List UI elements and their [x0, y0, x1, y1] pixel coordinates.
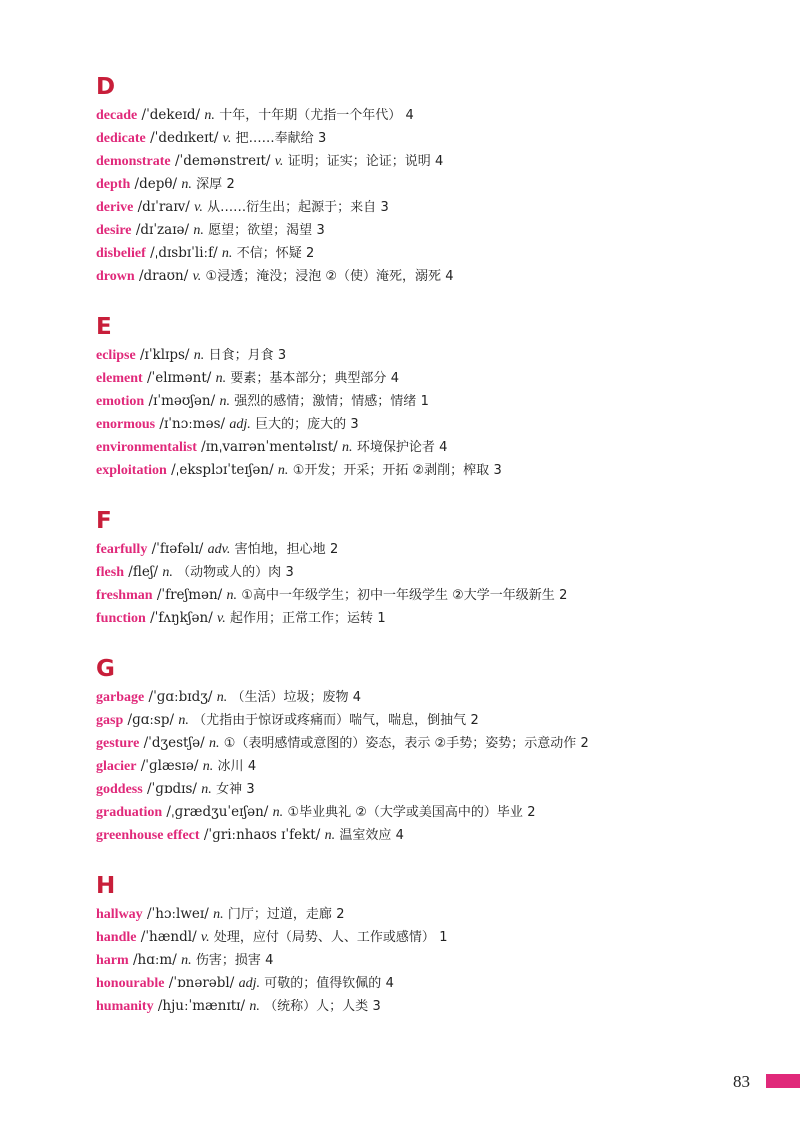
glossary-entry — [96, 127, 776, 150]
headword: garbage — [96, 690, 145, 705]
part-of-speech: n. — [216, 690, 228, 705]
glossary-entry — [96, 413, 776, 436]
definition: 害怕地，担心地 — [234, 542, 326, 557]
definition: 十年，十年期（尤指一个年代） — [219, 108, 402, 123]
glossary-entry — [96, 150, 776, 173]
phonetic: /ˈɒnərəbl/ — [168, 975, 235, 991]
definition: 从……衍生出；起源于；来自 — [207, 200, 377, 215]
definition: ①浸透；淹没；浸泡 ②（使）淹死，溺死 — [205, 269, 441, 284]
glossary-entry — [96, 801, 776, 824]
unit-number: 4 — [247, 759, 257, 774]
unit-number: 2 — [470, 713, 479, 728]
headword: environmentalist — [96, 440, 197, 455]
part-of-speech: n. — [162, 565, 173, 580]
part-of-speech: n. — [213, 907, 224, 922]
part-of-speech: n. — [201, 782, 212, 797]
definition: 证明；证实；论证；说明 — [287, 154, 431, 169]
unit-number: 3 — [350, 417, 359, 432]
part-of-speech: v. — [200, 930, 210, 945]
definition: （尤指由于惊讶或疼痛而）喘气，喘息，倒抽气 — [193, 713, 467, 728]
unit-number: 4 — [435, 154, 444, 169]
headword: depth — [96, 177, 131, 192]
phonetic: /ˈɡɒdɪs/ — [146, 781, 197, 797]
definition: 起作用；正常工作；运转 — [230, 611, 374, 626]
definition: 冰川 — [217, 759, 244, 774]
part-of-speech: n. — [193, 348, 205, 363]
headword: freshman — [96, 588, 153, 603]
phonetic: /dɪˈraɪv/ — [137, 199, 190, 215]
headword: drown — [96, 269, 135, 284]
glossary-entry — [96, 778, 776, 801]
part-of-speech: n. — [208, 736, 220, 751]
unit-number: 3 — [380, 200, 389, 215]
phonetic: /ɪˈnɔːməs/ — [159, 416, 226, 432]
glossary-entry — [96, 732, 776, 755]
phonetic: /ˈdekeɪd/ — [141, 107, 201, 123]
definition: 温室效应 — [339, 828, 392, 843]
glossary-entry — [96, 173, 776, 196]
glossary-entry — [96, 584, 776, 607]
section-h — [96, 873, 776, 1018]
phonetic: /ˈhɔːlweɪ/ — [146, 906, 209, 922]
glossary-entry — [96, 219, 776, 242]
glossary-entry — [96, 436, 776, 459]
section-letter: D — [96, 74, 116, 100]
definition: 环境保护论者 — [356, 440, 435, 455]
glossary-entry — [96, 686, 776, 709]
page-edge-tab — [766, 1074, 800, 1088]
definition: （生活）垃圾；废物 — [231, 690, 349, 705]
headword: emotion — [96, 394, 145, 409]
headword: eclipse — [96, 348, 136, 363]
headword: glacier — [96, 759, 137, 774]
glossary-entry — [96, 607, 776, 630]
unit-number: 4 — [265, 953, 274, 968]
headword: gasp — [96, 713, 124, 728]
part-of-speech: n. — [193, 223, 204, 238]
glossary-entry — [96, 390, 776, 413]
headword: disbelief — [96, 246, 146, 261]
page-number: 83 — [733, 1072, 750, 1091]
headword: humanity — [96, 999, 154, 1014]
phonetic: /ˌeksplɔɪˈteɪʃən/ — [171, 462, 274, 478]
phonetic: /ˌdɪsbɪˈliːf/ — [150, 245, 218, 261]
definition: ①高中一年级学生；初中一年级学生 ②大学一年级新生 — [241, 588, 555, 603]
section-d — [96, 74, 776, 288]
phonetic: /ˌɡrædʒuˈeɪʃən/ — [166, 804, 269, 820]
glossary-entry — [96, 196, 776, 219]
unit-number: 1 — [420, 394, 429, 409]
part-of-speech: n. — [181, 177, 192, 192]
headword: decade — [96, 108, 138, 123]
part-of-speech: n. — [202, 759, 214, 774]
headword: honourable — [96, 976, 165, 991]
definition: 日食；月食 — [208, 348, 274, 363]
part-of-speech: adv. — [207, 542, 231, 557]
glossary-entry — [96, 824, 776, 847]
headword: function — [96, 611, 146, 626]
unit-number: 3 — [372, 999, 381, 1014]
headword: gesture — [96, 736, 140, 751]
part-of-speech: v. — [222, 131, 232, 146]
part-of-speech: n. — [178, 713, 189, 728]
part-of-speech: n. — [272, 805, 284, 820]
unit-number: 4 — [405, 108, 414, 123]
phonetic: /depθ/ — [134, 176, 178, 192]
phonetic: /ˈɡɑːbɪdʒ/ — [148, 689, 213, 705]
glossary-entry — [96, 709, 776, 732]
definition: 伤害；损害 — [195, 953, 261, 968]
headword: flesh — [96, 565, 124, 580]
unit-number: 2 — [306, 246, 315, 261]
glossary-entry — [96, 344, 776, 367]
definition: 巨大的；庞大的 — [255, 417, 347, 432]
definition: ①毕业典礼 ②（大学或美国高中的）毕业 — [287, 805, 523, 820]
phonetic: /ˈelɪmənt/ — [146, 370, 212, 386]
headword: dedicate — [96, 131, 146, 146]
unit-number: 4 — [352, 690, 362, 705]
glossary-entry — [96, 972, 776, 995]
phonetic: /dɪˈzaɪə/ — [135, 222, 190, 238]
section-letter: F — [96, 508, 112, 534]
glossary-entry — [96, 995, 776, 1018]
section-letter: G — [96, 656, 115, 682]
definition: 女神 — [216, 782, 243, 797]
part-of-speech: v. — [217, 611, 226, 626]
unit-number: 1 — [439, 930, 448, 945]
unit-number: 3 — [285, 565, 294, 580]
glossary-page — [96, 74, 776, 1044]
unit-number: 3 — [317, 131, 327, 146]
glossary-entry — [96, 949, 776, 972]
part-of-speech: n. — [219, 394, 230, 409]
part-of-speech: n. — [277, 463, 289, 478]
phonetic: /ˈfɪəfəlɪ/ — [151, 541, 204, 557]
part-of-speech: adj. — [238, 976, 260, 991]
definition: ①开发；开采；开拓 ②剥削；榨取 — [292, 463, 490, 478]
section-letter: E — [96, 314, 112, 340]
definition: （动物或人的）肉 — [177, 565, 282, 580]
part-of-speech: adj. — [229, 417, 251, 432]
definition: 可敬的；值得钦佩的 — [264, 976, 382, 991]
definition: 要素；基本部分；典型部分 — [230, 371, 387, 386]
glossary-entry — [96, 561, 776, 584]
glossary-entry — [96, 104, 776, 127]
section-e — [96, 314, 776, 482]
headword: demonstrate — [96, 154, 171, 169]
unit-number: 4 — [385, 976, 394, 991]
part-of-speech: n. — [249, 999, 260, 1014]
unit-number: 4 — [390, 371, 399, 386]
glossary-entry — [96, 926, 776, 949]
phonetic: /ˈdemənstreɪt/ — [174, 153, 271, 169]
headword: fearfully — [96, 542, 148, 557]
part-of-speech: n. — [204, 108, 215, 123]
unit-number: 4 — [395, 828, 404, 843]
unit-number: 3 — [493, 463, 502, 478]
phonetic: /ˈdedɪkeɪt/ — [150, 130, 219, 146]
headword: hallway — [96, 907, 143, 922]
headword: goddess — [96, 782, 143, 797]
definition: 门厅；过道，走廊 — [227, 907, 332, 922]
definition: 处理，应付（局势、人、工作或感情） — [213, 930, 435, 945]
part-of-speech: n. — [342, 440, 353, 455]
unit-number: 4 — [445, 269, 454, 284]
part-of-speech: n. — [221, 246, 233, 261]
definition: ①（表明感情或意图的）姿态，表示 ②手势；姿势；示意动作 — [223, 736, 577, 751]
definition: 深厚 — [196, 177, 223, 192]
unit-number: 3 — [246, 782, 255, 797]
part-of-speech: v. — [192, 269, 202, 284]
headword: derive — [96, 200, 134, 215]
unit-number: 2 — [226, 177, 235, 192]
headword: desire — [96, 223, 132, 238]
phonetic: /ɪˈklɪps/ — [139, 347, 190, 363]
glossary-entry — [96, 755, 776, 778]
phonetic: /ˈdʒestʃə/ — [143, 735, 205, 751]
phonetic: /ˈfreʃmən/ — [156, 587, 223, 603]
part-of-speech: n. — [181, 953, 192, 968]
definition: 强烈的感情；激情；情感；情绪 — [234, 394, 417, 409]
definition: 不信；怀疑 — [236, 246, 302, 261]
phonetic: /ɡɑːsp/ — [127, 712, 175, 728]
glossary-entry — [96, 367, 776, 390]
unit-number: 1 — [377, 611, 386, 626]
unit-number: 4 — [439, 440, 448, 455]
headword: graduation — [96, 805, 163, 820]
section-g — [96, 656, 776, 847]
unit-number: 3 — [316, 223, 325, 238]
part-of-speech: n. — [324, 828, 336, 843]
definition: （统称）人；人类 — [264, 999, 369, 1014]
headword: handle — [96, 930, 137, 945]
section-letter: H — [96, 873, 116, 899]
unit-number: 2 — [527, 805, 536, 820]
phonetic: /ɪˈməʊʃən/ — [148, 393, 216, 409]
unit-number: 2 — [559, 588, 568, 603]
glossary-entry — [96, 265, 776, 288]
glossary-entry — [96, 538, 776, 561]
definition: 愿望；欲望；渴望 — [208, 223, 313, 238]
glossary-entry — [96, 459, 776, 482]
unit-number: 2 — [329, 542, 339, 557]
phonetic: /ˈfʌŋkʃən/ — [150, 610, 213, 626]
part-of-speech: n. — [215, 371, 227, 386]
phonetic: /ˈɡlæsɪə/ — [140, 758, 199, 774]
phonetic: /ɪnˌvaɪrənˈmentəlɪst/ — [201, 439, 338, 455]
unit-number: 2 — [336, 907, 345, 922]
phonetic: /ˈɡriːnhaʊs ɪˈfekt/ — [203, 827, 321, 843]
glossary-entry — [96, 242, 776, 265]
headword: element — [96, 371, 143, 386]
phonetic: /fleʃ/ — [128, 564, 159, 580]
glossary-entry — [96, 903, 776, 926]
phonetic: /draʊn/ — [138, 268, 189, 284]
unit-number: 3 — [277, 348, 287, 363]
part-of-speech: v. — [194, 200, 203, 215]
part-of-speech: n. — [226, 588, 238, 603]
part-of-speech: v. — [274, 154, 284, 169]
headword: exploitation — [96, 463, 167, 478]
headword: greenhouse effect — [96, 828, 200, 843]
phonetic: /ˈhændl/ — [140, 929, 197, 945]
unit-number: 2 — [580, 736, 589, 751]
phonetic: /hɑːm/ — [132, 952, 177, 968]
section-f — [96, 508, 776, 630]
headword: harm — [96, 953, 129, 968]
phonetic: /hjuːˈmænɪtɪ/ — [157, 998, 246, 1014]
definition: 把……奉献给 — [235, 131, 314, 146]
headword: enormous — [96, 417, 156, 432]
